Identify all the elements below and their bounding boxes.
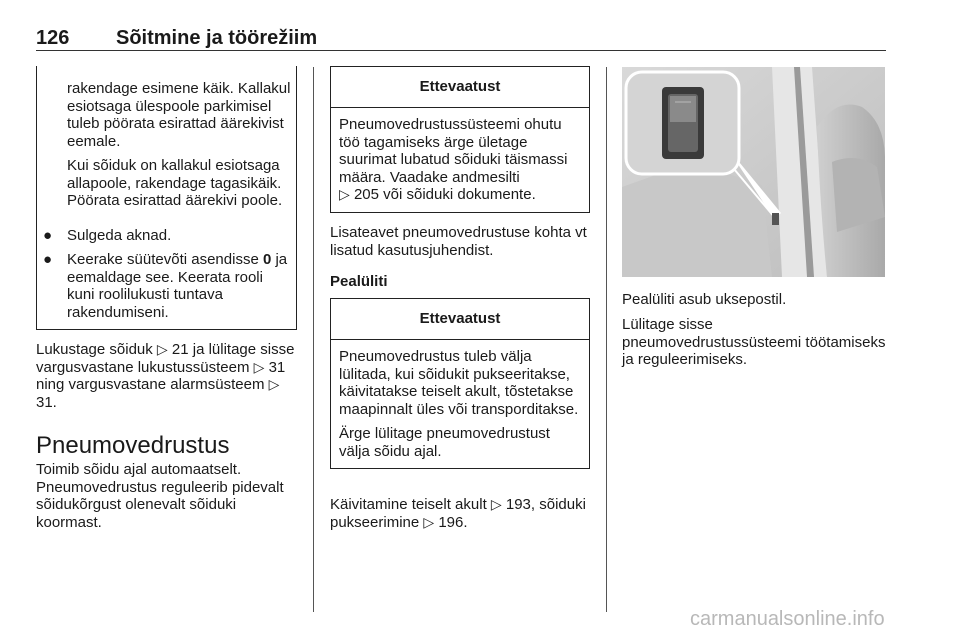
column-divider-1 [313, 67, 314, 612]
bullet-icon: ● [43, 227, 53, 244]
body-paragraph: Lukustage sõiduk ▷ 21 ja lülitage sisse vargusvastane lukustussüsteem ▷ 31 ning vargusvastane alarmsüsteem ▷ 31. [36, 341, 295, 411]
bullet-text: Keerake süütevõti asendisse 0 ja eemaldage see. Keerata rooli kuni roolilukusti tuntava rakendumiseni. [67, 251, 288, 321]
page-reference[interactable]: 205 [353, 186, 379, 203]
page-header [36, 27, 886, 49]
body-paragraph: Lisateavet pneumovedrustuse kohta vt lisatud kasutusjuhendist. [330, 224, 587, 259]
bullet-item [43, 227, 293, 245]
subsection-heading: Pealüliti [330, 273, 388, 290]
warning-box [330, 298, 590, 469]
main-switch-photo [622, 67, 885, 277]
door-pillar-switch-illustration [622, 67, 885, 277]
instruction-paragraph: rakendage esimene käik. Kallakul esiotsaga ülespoole parkimisel tuleb pöörata esirattad äärekivist eemale. [67, 80, 291, 150]
body-paragraph: Käivitamine teiselt akult ▷ 193, sõiduki pukseerimine ▷ 196. [330, 496, 586, 531]
body-paragraph: Lülitage sisse pneumovedrustussüsteemi töötamiseks ja reguleerimiseks. [622, 316, 886, 368]
page-ref-arrow-icon: ▷ [253, 358, 265, 375]
page-ref-arrow-icon: ▷ [268, 376, 280, 392]
bullet-text: Sulgeda aknad. [67, 227, 172, 244]
warning-text: Ärge lülitage pneumovedrustust välja sõidu ajal. [339, 425, 550, 460]
page-reference[interactable]: 31 [268, 358, 286, 376]
warning-text: Pneumovedrustus tuleb välja lülitada, kui sõidukit pukseeritakse, käivitatakse teiselt akult, tõstetakse maapinnalt üles või transporditakse. [339, 348, 579, 418]
page-title: Sõitmine ja töörežiim [116, 27, 318, 49]
page-reference[interactable]: 21 [171, 341, 189, 358]
section-heading: Pneumovedrustus [36, 432, 230, 459]
page-reference[interactable]: 193, [505, 496, 536, 513]
page-ref-arrow-icon: ▷ [423, 513, 435, 530]
page-ref-arrow-icon: ▷ [339, 186, 350, 202]
page-number: 126 [36, 27, 70, 49]
instruction-paragraph: Kui sõiduk on kallakul esiotsaga allapoole, rakendage tagasikäik. Pöörata esirattad äärekivi poole. [67, 157, 283, 209]
bullet-item [43, 251, 293, 321]
warning-box [330, 66, 590, 213]
header-divider [36, 50, 886, 51]
body-paragraph: Toimib sõidu ajal automaatselt. Pneumovedrustus reguleerib pidevalt sõidukõrgust olenevalt sõiduki koormast. [36, 461, 284, 531]
page-reference[interactable]: 31. [36, 393, 57, 411]
watermark: carmanualsonline.info [690, 608, 885, 630]
warning-title: Ettevaatust [331, 67, 589, 108]
page-reference[interactable]: 196. [438, 513, 468, 531]
warning-text: Pneumovedrustussüsteemi ohutu töö tagamiseks ärge ületage suurimat lubatud sõiduki täismassi määra. Vaadake andmesilti ▷ 205 või sõiduki dokumente. [339, 116, 568, 203]
column-divider-2 [606, 67, 607, 612]
continued-instruction-box [36, 66, 297, 330]
warning-title: Ettevaatust [331, 299, 589, 340]
bullet-icon: ● [43, 251, 53, 268]
page-ref-arrow-icon: ▷ [490, 496, 502, 512]
body-paragraph: Pealüliti asub uksepostil. [622, 291, 787, 308]
page-ref-arrow-icon: ▷ [156, 341, 168, 357]
